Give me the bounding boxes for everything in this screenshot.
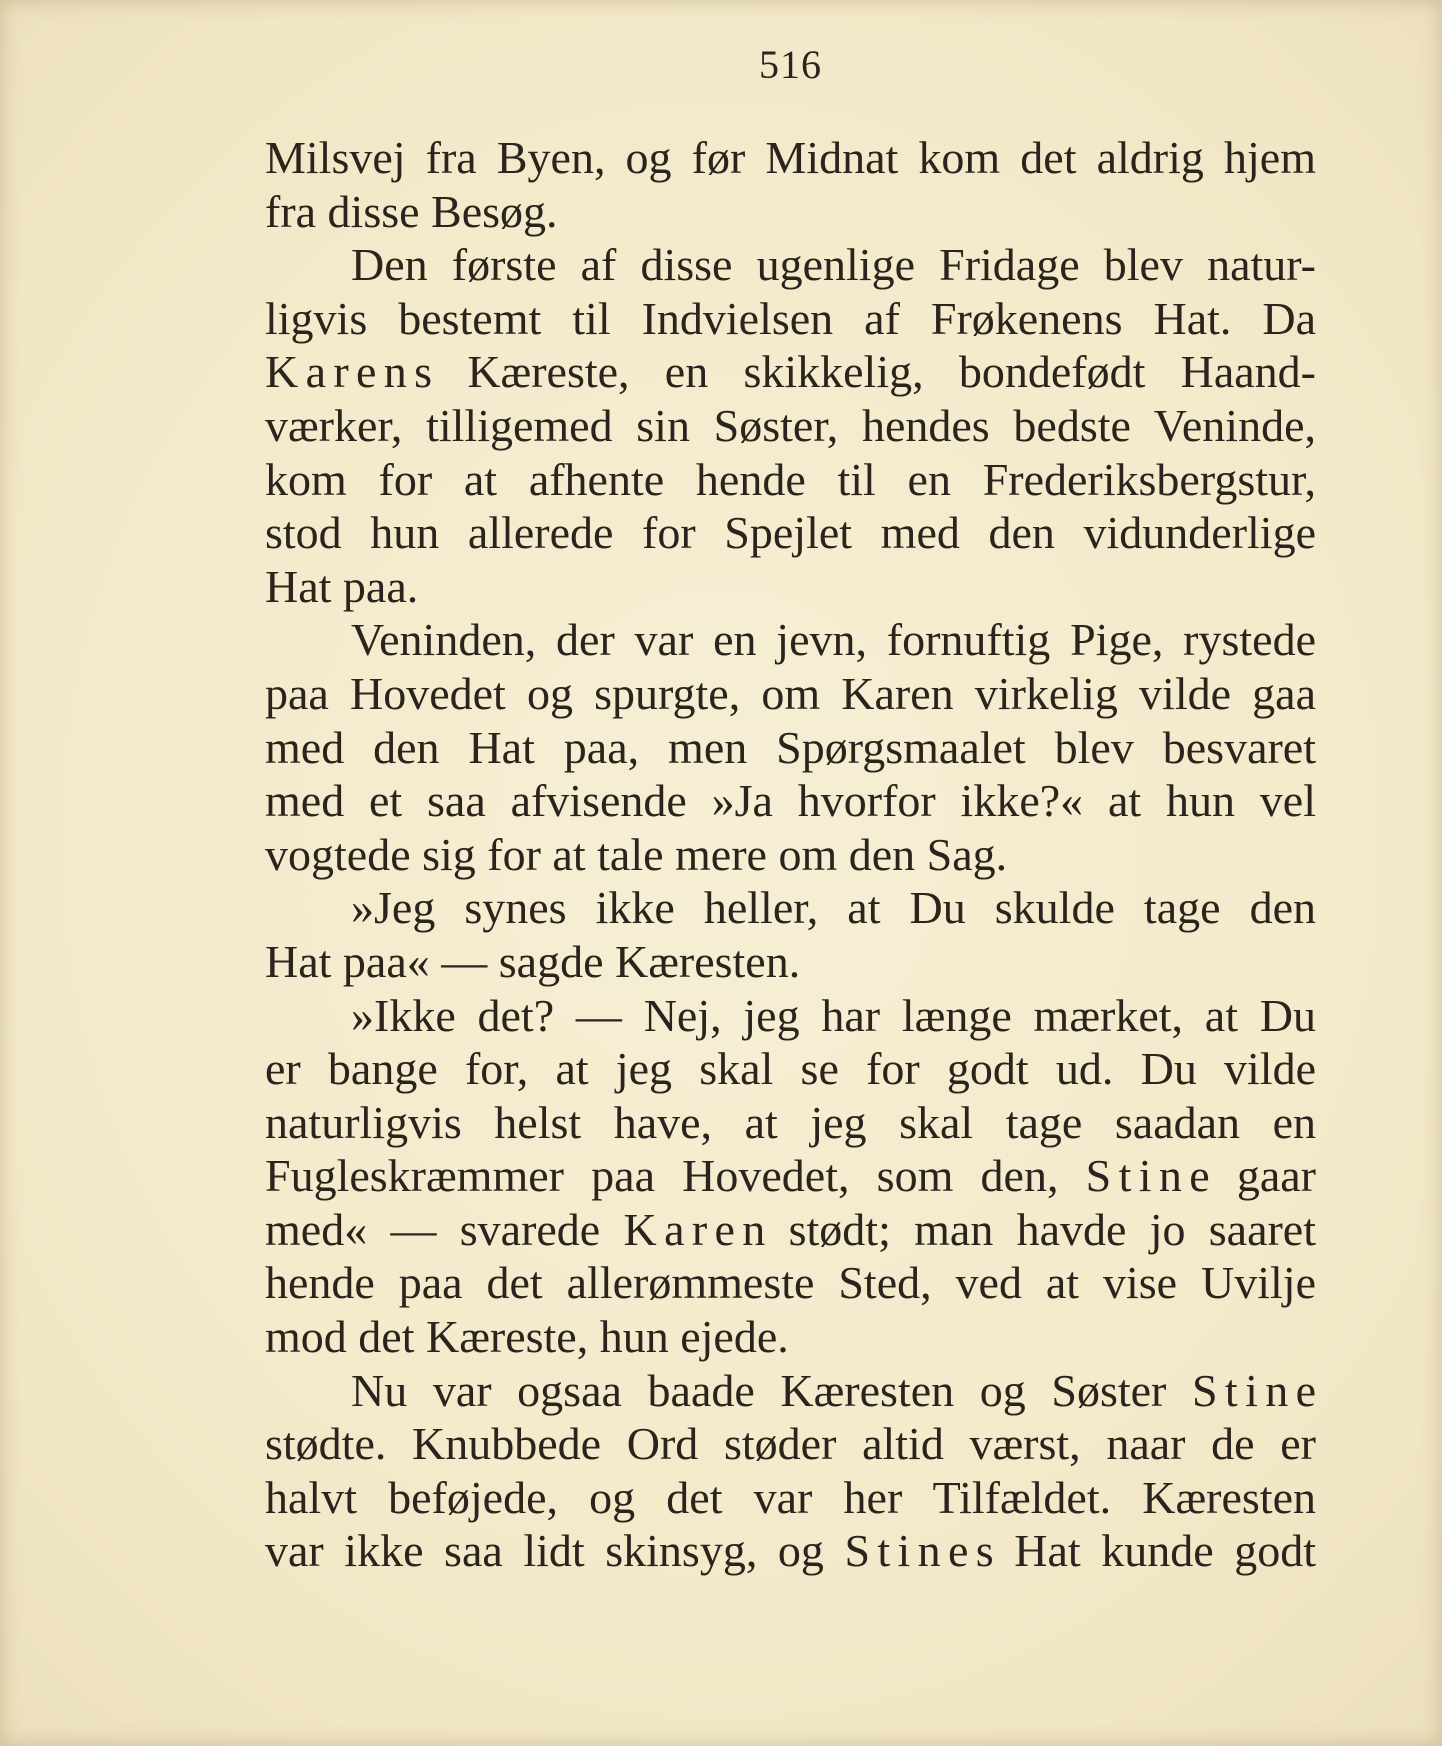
text-segment: var ikke saa lidt skinsyg, og xyxy=(265,1525,845,1577)
text-line: Hat paa« — sagde Kæresten. xyxy=(265,935,801,987)
text-segment: gaar xyxy=(1209,1150,1317,1202)
text-line: kom for at afhente hende til en Frederiksbergstur, xyxy=(265,453,1316,505)
paragraph xyxy=(265,989,1316,1364)
text-line: med et saa afvisende »Ja hvorfor ikke?« at hun vel xyxy=(265,775,1316,827)
text-segment: med« — svarede xyxy=(265,1203,624,1255)
text-line xyxy=(265,1149,1316,1203)
text-segment: Kæreste, en skikkelig, bondefødt Haand- xyxy=(432,346,1316,398)
text-line: vogtede sig for at tale mere om den Sag. xyxy=(265,828,1008,880)
text-line xyxy=(265,1203,1316,1257)
text-line: »Jeg synes ikke heller, at Du skulde tage den xyxy=(351,882,1316,934)
text-line: Hat paa. xyxy=(265,560,419,612)
text-segment: Hat kunde godt xyxy=(993,1525,1316,1577)
text-line: Milsvej fra Byen, og før Midnat kom det aldrig hjem xyxy=(265,132,1316,183)
spaced-emphasis-text: Stine xyxy=(1191,1364,1324,1416)
text-line: mod det Kæreste, hun ejede. xyxy=(265,1311,789,1363)
page-number: 516 xyxy=(759,42,822,87)
text-line: Veninden, der var en jevn, fornuftig Pige, rystede xyxy=(351,614,1316,666)
spaced-emphasis-text: Karens xyxy=(265,346,440,398)
text-line: med den Hat paa, men Spørgsmaalet blev besvaret xyxy=(265,721,1316,773)
text-line: paa Hovedet og spurgte, om Karen virkelig vilde gaa xyxy=(265,667,1316,719)
text-line: stødte. Knubbede Ord støder altid værst, naar de er xyxy=(265,1418,1316,1470)
text-line xyxy=(265,345,1316,399)
text-line: hende paa det allerømmeste Sted, ved at vise Uvilje xyxy=(265,1257,1316,1309)
paragraph xyxy=(265,1364,1324,1578)
text-line: er bange for, at jeg skal se for godt ud. Du vilde xyxy=(265,1043,1316,1095)
text-line: »Ikke det? — Nej, jeg har længe mærket, at Du xyxy=(351,989,1316,1041)
text-line: Den første af disse ugenlige Fridage blev natur- xyxy=(351,239,1316,291)
text-segment: Fugleskræmmer paa Hovedet, som den, xyxy=(265,1150,1086,1202)
paragraph xyxy=(265,238,1316,613)
text-line xyxy=(265,1524,1316,1578)
text-line: naturligvis helst have, at jeg skal tage saadan en xyxy=(265,1096,1316,1148)
spaced-emphasis-text: Stine xyxy=(1085,1150,1218,1202)
paragraph xyxy=(265,131,1316,238)
text-segment: Nu var ogsaa baade Kæresten og Søster xyxy=(351,1364,1192,1416)
text-segment: stødt; man havde jo saaret xyxy=(765,1203,1316,1255)
text-line: ligvis bestemt til Indvielsen af Frøkenens Hat. Da xyxy=(265,292,1316,344)
text-line: fra disse Besøg. xyxy=(265,185,558,237)
text-line: værker, tilligemed sin Søster, hendes bedste Veninde, xyxy=(265,399,1316,451)
text-line xyxy=(265,1364,1324,1418)
spaced-emphasis-text: Karen xyxy=(623,1203,773,1255)
paragraph xyxy=(265,613,1316,881)
text-line: stod hun allerede for Spejlet med den vidunderlige xyxy=(265,507,1316,559)
paragraph xyxy=(265,881,1316,988)
text-line: halvt beføjede, og det var her Tilfældet. Kæresten xyxy=(265,1471,1316,1523)
text-block xyxy=(265,131,1324,1578)
spaced-emphasis-text: Stines xyxy=(844,1525,1002,1577)
